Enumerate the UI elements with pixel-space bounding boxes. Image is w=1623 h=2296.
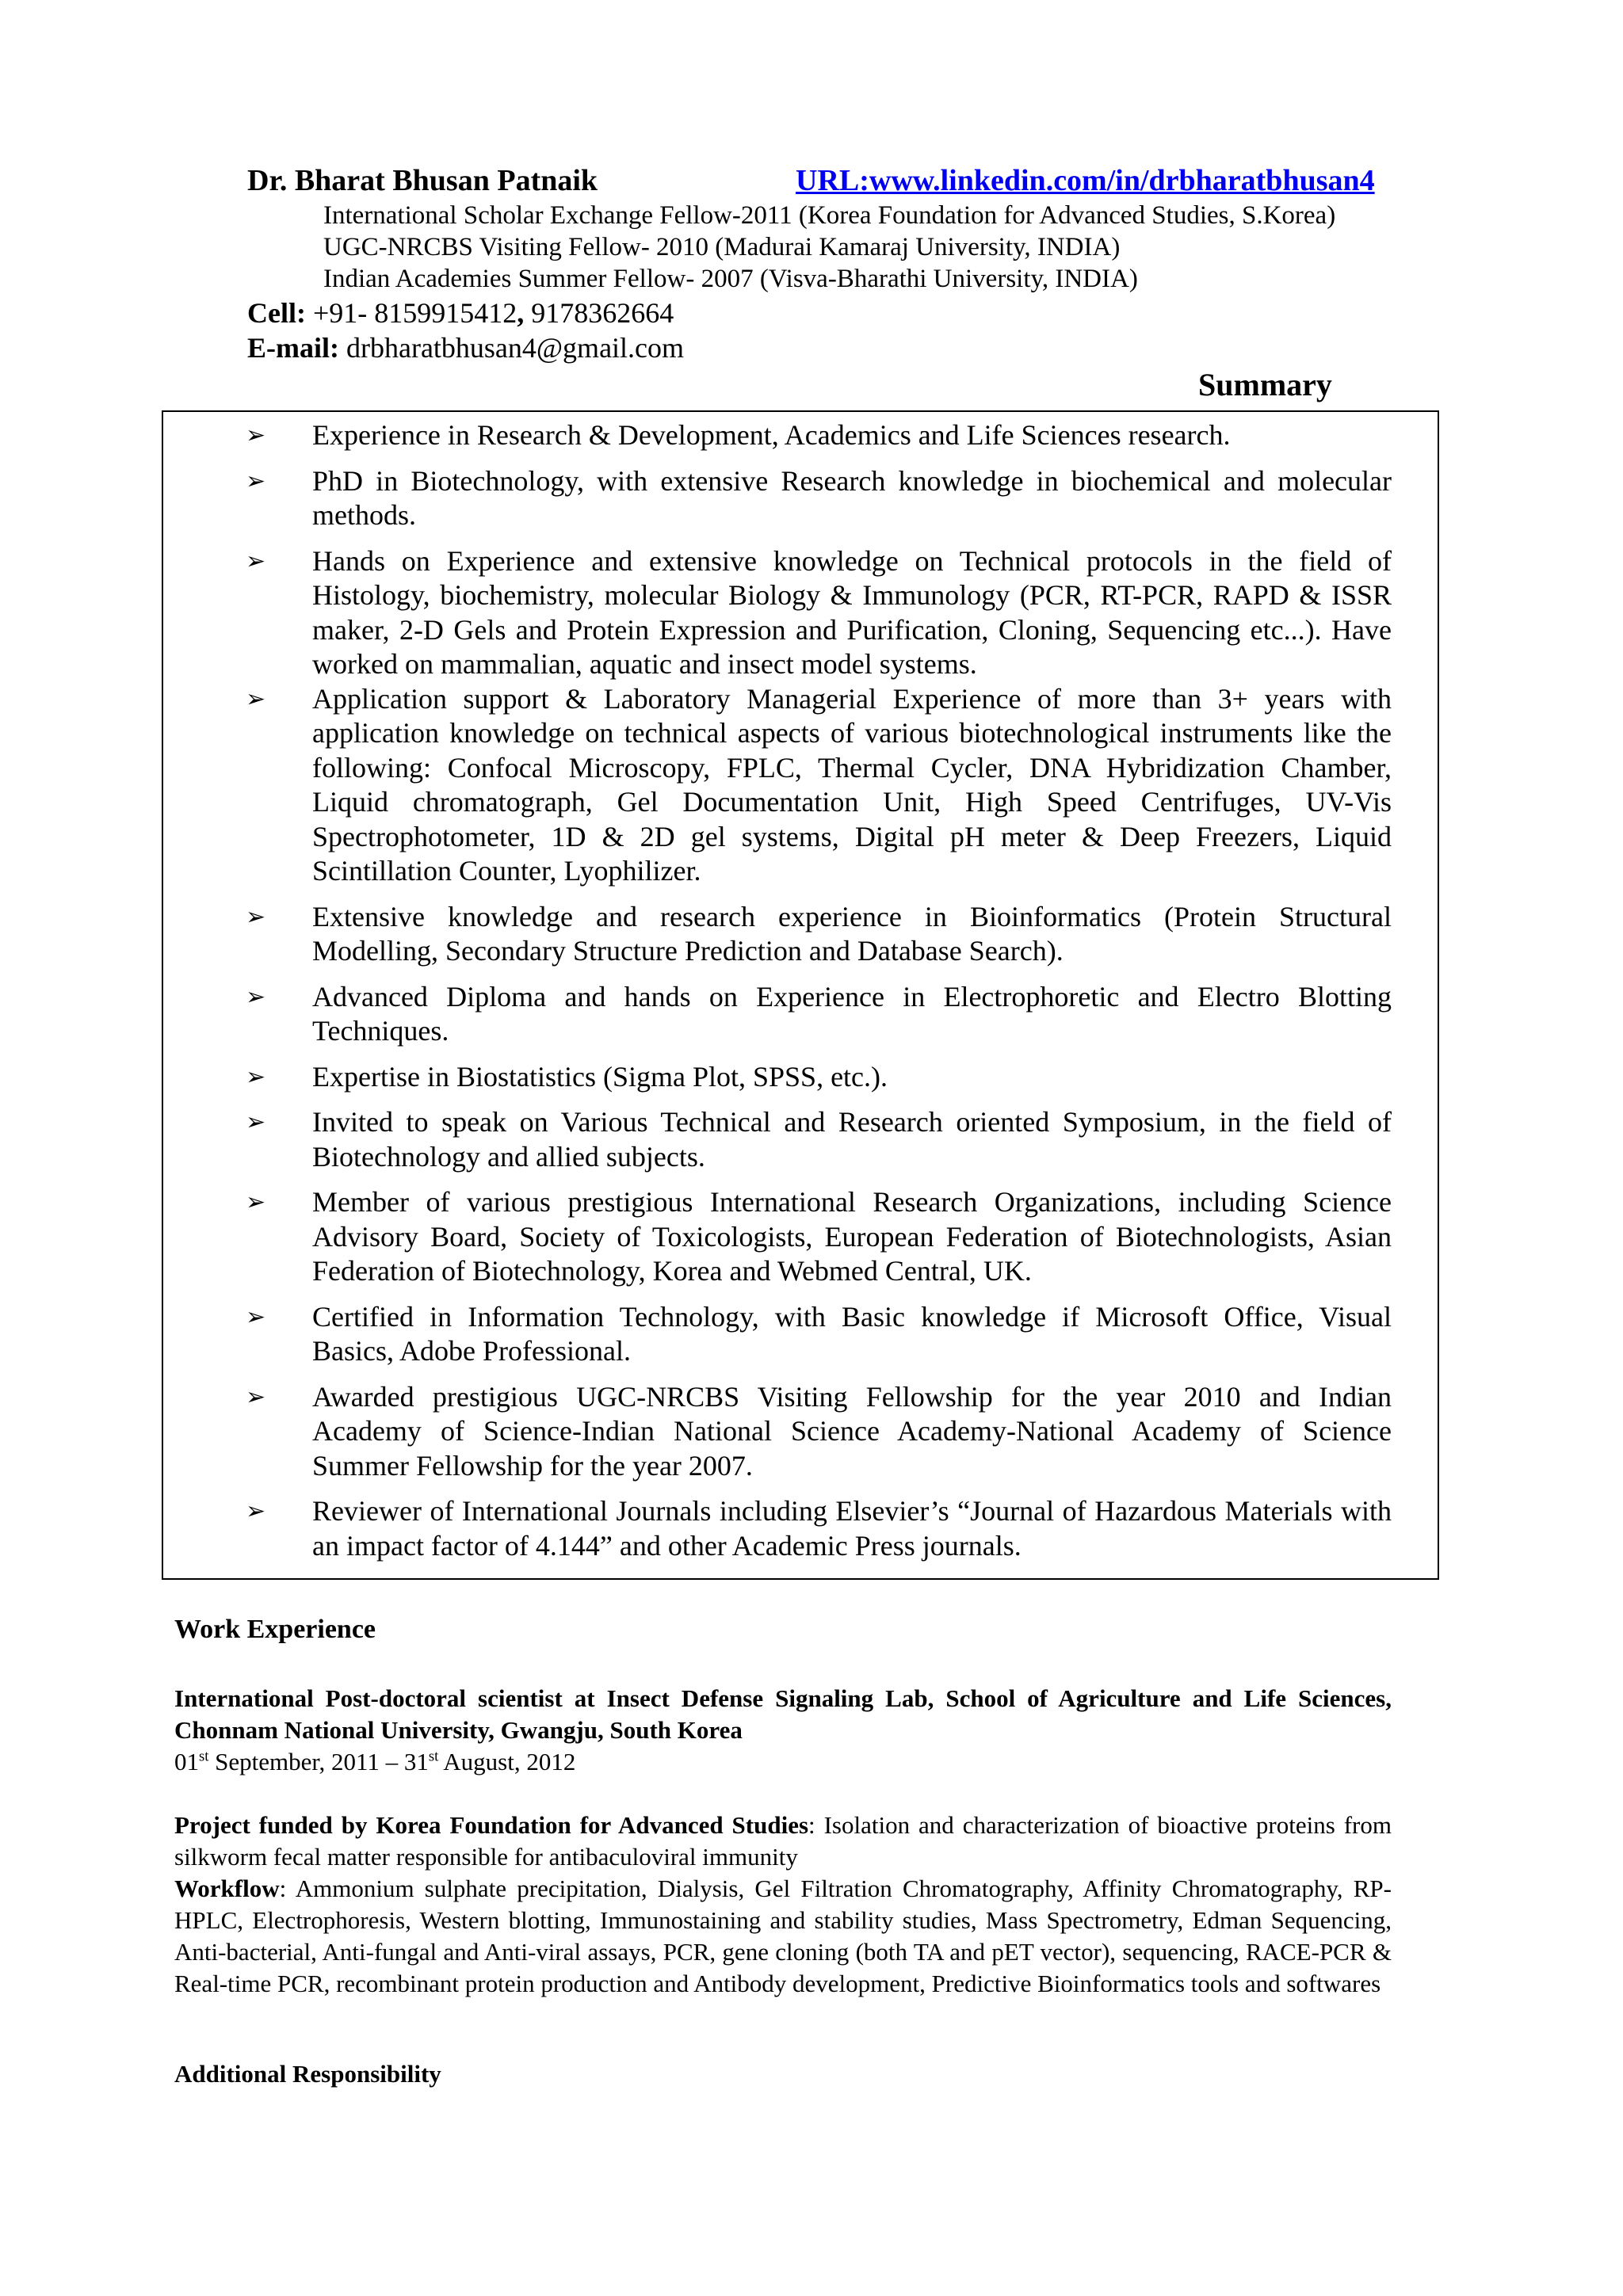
cell-label: Cell: — [247, 297, 306, 329]
cell-line — [247, 296, 674, 330]
arrow-bullet-icon: ➢ — [246, 547, 266, 575]
summary-heading: Summary — [1198, 367, 1332, 402]
summary-item-text: Application support & Laboratory Managerial Experience of more than 3+ years with application knowledge on technical aspects of various biotechnological instruments like the following: Confocal Microscopy, FPLC, Thermal Cycler, DNA Hybridization Chamber, Liquid chromatograph, Gel Documentation Unit, High Speed Centrifuges, UV-Vis Spectrophotometer, 1D & 2D gel systems, Digital pH meter & Deep Freezers, Liquid Scintillation Counter, Lyophilizer. — [312, 682, 1392, 887]
arrow-bullet-icon: ➢ — [246, 1188, 266, 1216]
arrow-bullet-icon: ➢ — [246, 1062, 266, 1091]
summary-item — [246, 1185, 1392, 1289]
summary-item — [246, 544, 1392, 682]
project-paragraph — [174, 1810, 1392, 1873]
workflow-label: Workflow — [174, 1875, 280, 1902]
email-address: drbharatbhusan4@gmail.com — [338, 332, 685, 364]
arrow-bullet-icon: ➢ — [246, 1383, 266, 1411]
workflow-paragraph — [174, 1873, 1392, 2000]
cell-number-2: 9178362664 — [524, 297, 674, 329]
summary-item — [246, 1380, 1392, 1484]
project-label: Project funded by Korea Foundation for Advanced Studies — [174, 1811, 809, 1839]
fellowship-line-2: UGC-NRCBS Visiting Fellow- 2010 (Madurai Kamaraj University, INDIA) — [323, 233, 1121, 261]
date-middle: September, 2011 – 31 — [208, 1748, 429, 1775]
summary-item-text: Extensive knowledge and research experience in Bioinformatics (Protein Structural Modelling, Secondary Structure Prediction and Database Search). — [312, 900, 1392, 967]
date-start-suffix: st — [199, 1748, 209, 1765]
project-text: : Isolation and characterization of bioactive proteins from silkworm fecal matter responsible for antibaculoviral immunity — [174, 1811, 1392, 1871]
summary-item-text: Hands on Experience and extensive knowledge on Technical protocols in the field of Histology, biochemistry, molecular Biology & Immunology (PCR, RT-PCR, RAPD & ISSR maker, 2-D Gels and Protein Expression and Purification, Cloning, Sequencing etc...). Have worked on mammalian, aquatic and insect model systems. — [312, 544, 1392, 680]
summary-item — [246, 1060, 1392, 1095]
summary-item-text: Expertise in Biostatistics (Sigma Plot, SPSS, etc.). — [312, 1060, 888, 1093]
arrow-bullet-icon: ➢ — [246, 1302, 266, 1331]
summary-item — [246, 464, 1392, 533]
summary-list — [246, 418, 1392, 1563]
arrow-bullet-icon: ➢ — [246, 1108, 266, 1136]
summary-item-text: Awarded prestigious UGC-NRCBS Visiting Fellowship for the year 2010 and Indian Academy of Science-Indian National Science Academy-National Academy of Science Summer Fellowship for the year 2007. — [312, 1380, 1392, 1482]
summary-item — [246, 682, 1392, 889]
position-title: International Post-doctoral scientist at Insect Defense Signaling Lab, School of Agriculture and Life Sciences, Chonnam National University, Gwangju, South Korea — [174, 1684, 1392, 1744]
summary-item — [246, 418, 1392, 453]
fellowship-line-3: Indian Academies Summer Fellow- 2007 (Visva-Bharathi University, INDIA) — [323, 265, 1138, 293]
cell-comma: , — [517, 297, 525, 329]
summary-item-text: Member of various prestigious International Research Organizations, including Science Advisory Board, Society of Toxicologists, European Federation of Biotechnologists, Asian Federation of Biotechnology, Korea and Webmed Central, UK. — [312, 1186, 1392, 1287]
summary-item-text: PhD in Biotechnology, with extensive Research knowledge in biochemical and molecular methods. — [312, 464, 1392, 531]
arrow-bullet-icon: ➢ — [246, 902, 266, 931]
summary-item — [246, 900, 1392, 969]
summary-item-text: Reviewer of International Journals including Elsevier’s “Journal of Hazardous Materials with an impact factor of 4.144” and other Academic Press journals. — [312, 1495, 1392, 1562]
linkedin-url-link[interactable]: URL:www.linkedin.com/in/drbharatbhusan4 — [796, 164, 1375, 197]
position-dates — [174, 1746, 1392, 1778]
date-end-suffix: st — [428, 1748, 439, 1765]
work-experience-heading: Work Experience — [174, 1615, 376, 1644]
additional-responsibility-heading: Additional Responsibility — [174, 2060, 441, 2088]
summary-item-text: Advanced Diploma and hands on Experience in Electrophoretic and Electro Blotting Techniques. — [312, 980, 1392, 1047]
summary-item — [246, 1105, 1392, 1174]
arrow-bullet-icon: ➢ — [246, 685, 266, 713]
candidate-name: Dr. Bharat Bhusan Patnaik — [247, 164, 598, 197]
summary-item-text: Certified in Information Technology, with Basic knowledge if Microsoft Office, Visual Basics, Adobe Professional. — [312, 1300, 1392, 1367]
email-label: E-mail: — [247, 332, 339, 364]
summary-item — [246, 980, 1392, 1049]
summary-item — [246, 1300, 1392, 1369]
arrow-bullet-icon: ➢ — [246, 421, 266, 449]
date-start-day: 01 — [174, 1748, 199, 1775]
arrow-bullet-icon: ➢ — [246, 982, 266, 1011]
date-end: August, 2012 — [438, 1748, 576, 1775]
cell-number-1: +91- 8159915412 — [305, 297, 517, 329]
email-line — [247, 331, 684, 364]
arrow-bullet-icon: ➢ — [246, 467, 266, 495]
fellowship-line-1: International Scholar Exchange Fellow-2011 (Korea Foundation for Advanced Studies, S.Korea) — [323, 201, 1336, 230]
arrow-bullet-icon: ➢ — [246, 1497, 266, 1525]
summary-item-text: Invited to speak on Various Technical and Research oriented Symposium, in the field of Biotechnology and allied subjects. — [312, 1106, 1392, 1173]
summary-item — [246, 1494, 1392, 1563]
workflow-text: : Ammonium sulphate precipitation, Dialysis, Gel Filtration Chromatography, Affinity Chromatography, RP-HPLC, Electrophoresis, Western blotting, Immunostaining and stability studies, Mass Spectrometry, Edman Sequencing, Anti-bacterial, Anti-fungal and Anti-viral assays, PCR, gene cloning (both TA and pET vector), sequencing, RACE-PCR & Real-time PCR, recombinant protein production and Antibody development, Predictive Bioinformatics tools and softwares — [174, 1875, 1392, 1997]
summary-item-text: Experience in Research & Development, Academics and Life Sciences research. — [312, 419, 1231, 451]
